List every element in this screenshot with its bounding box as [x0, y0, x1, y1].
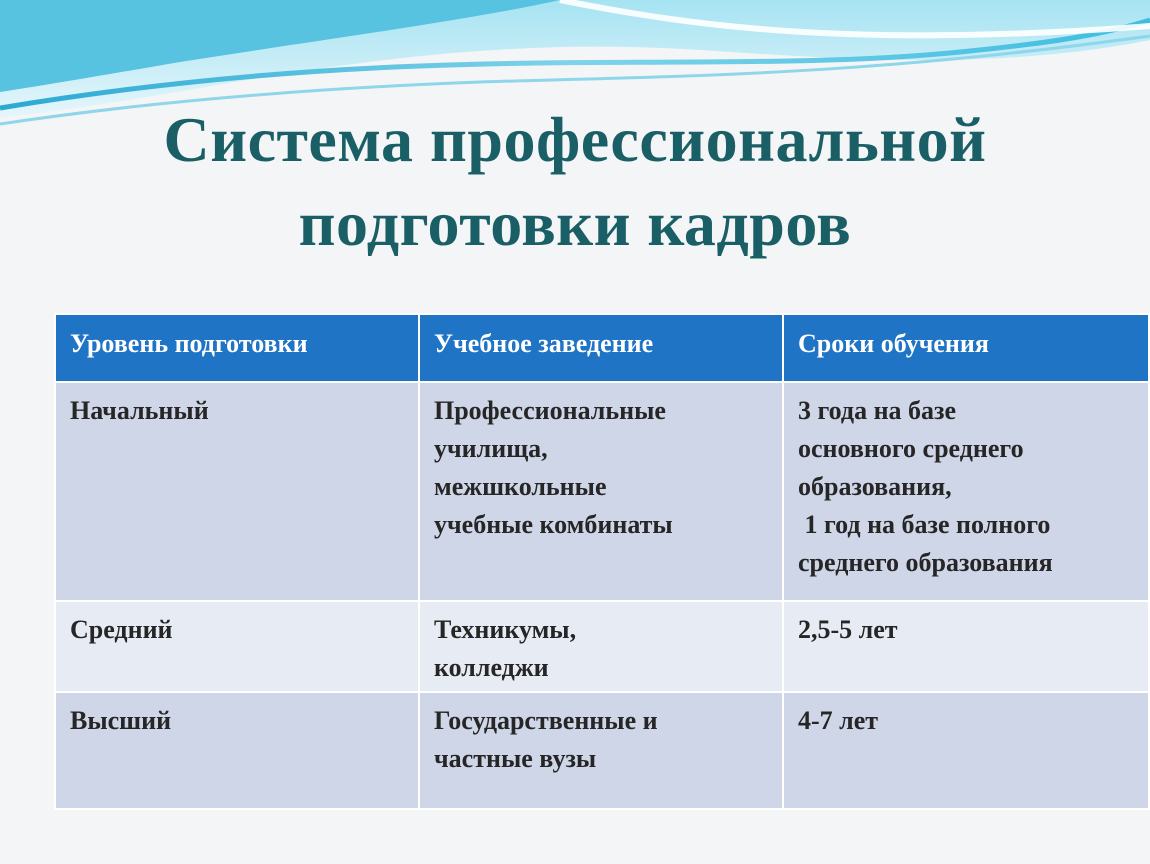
page-title [0, 98, 1150, 266]
cell-text: училища, [434, 434, 548, 463]
header-level: Уровень подготовки [55, 314, 419, 382]
cell-institution [419, 382, 783, 601]
cell-text: основного среднего [798, 434, 1024, 463]
header-institution: Учебное заведение [419, 314, 783, 382]
cell-duration [783, 601, 1149, 692]
cell-institution [419, 692, 783, 809]
cell-text: Государственные и [434, 706, 658, 735]
cell-level [55, 382, 419, 601]
table-header-row [55, 314, 1149, 382]
cell-text: межшкольные [434, 472, 607, 501]
cell-text: 2,5-5 лет [798, 615, 898, 644]
cell-text: учебные комбинаты [434, 510, 673, 539]
cell-text: 1 год на базе полного [798, 510, 1051, 539]
cell-text: среднего образования [798, 548, 1053, 577]
title-line-1: Система профессиональной [163, 104, 987, 175]
cell-text: Средний [70, 615, 173, 644]
cell-text: Техникумы, [434, 615, 577, 644]
cell-text: Начальный [70, 396, 209, 425]
cell-text: колледжи [434, 653, 549, 682]
cell-text: частные вузы [434, 744, 597, 773]
cell-level [55, 692, 419, 809]
cell-text: Высший [70, 706, 172, 735]
title-line-2: подготовки кадров [298, 188, 852, 259]
header-duration: Сроки обучения [783, 314, 1149, 382]
cell-duration [783, 382, 1149, 601]
cell-duration [783, 692, 1149, 809]
cell-text: 4-7 лет [798, 706, 879, 735]
cell-text: образования, [798, 472, 952, 501]
cell-institution [419, 601, 783, 692]
table-row [55, 601, 1149, 692]
cell-text: 3 года на базе [798, 396, 957, 425]
cell-level [55, 601, 419, 692]
cell-text: Профессиональные [434, 396, 666, 425]
training-levels-table [54, 313, 1150, 810]
table-row [55, 382, 1149, 601]
table-row [55, 692, 1149, 809]
